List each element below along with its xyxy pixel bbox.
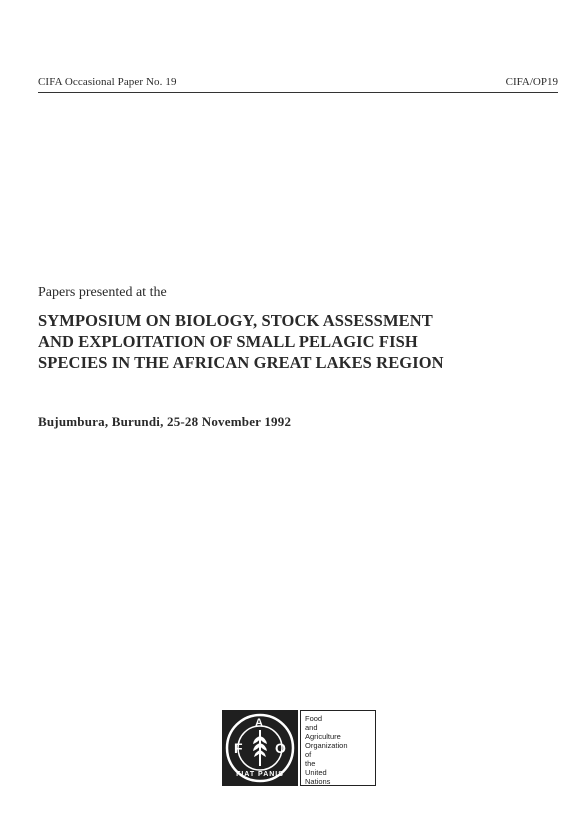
- logo-letter: O: [275, 740, 286, 756]
- page-header: [38, 74, 558, 93]
- organization-line: and: [305, 723, 318, 732]
- document-code: CIFA/OP19: [505, 76, 558, 88]
- symposium-title: [38, 310, 538, 373]
- place-and-date: Bujumbura, Burundi, 25-28 November 1992: [38, 414, 292, 429]
- title-line: SPECIES IN THE AFRICAN GREAT LAKES REGION: [38, 353, 444, 372]
- logo-letter: F: [234, 740, 243, 756]
- title-line: AND EXPLOITATION OF SMALL PELAGIC FISH: [38, 332, 418, 351]
- fao-organization-name: [300, 710, 376, 786]
- logo-letter: A: [255, 717, 263, 729]
- series-label: CIFA Occasional Paper No. 19: [38, 76, 177, 88]
- logo-motto: FIAT PANIS: [236, 771, 284, 778]
- organization-line: Food: [305, 714, 323, 723]
- title-line: SYMPOSIUM ON BIOLOGY, STOCK ASSESSMENT: [38, 311, 433, 330]
- fao-emblem-graphic: [222, 710, 298, 786]
- organization-line: Nations: [305, 777, 331, 786]
- fao-emblem-icon: [222, 710, 298, 786]
- organization-line: of: [305, 750, 312, 759]
- intro-text: Papers presented at the: [38, 285, 167, 300]
- organization-line: Agriculture: [305, 732, 341, 741]
- organization-line: United: [305, 768, 327, 777]
- organization-line: Organization: [305, 741, 348, 750]
- organization-line: the: [305, 759, 316, 768]
